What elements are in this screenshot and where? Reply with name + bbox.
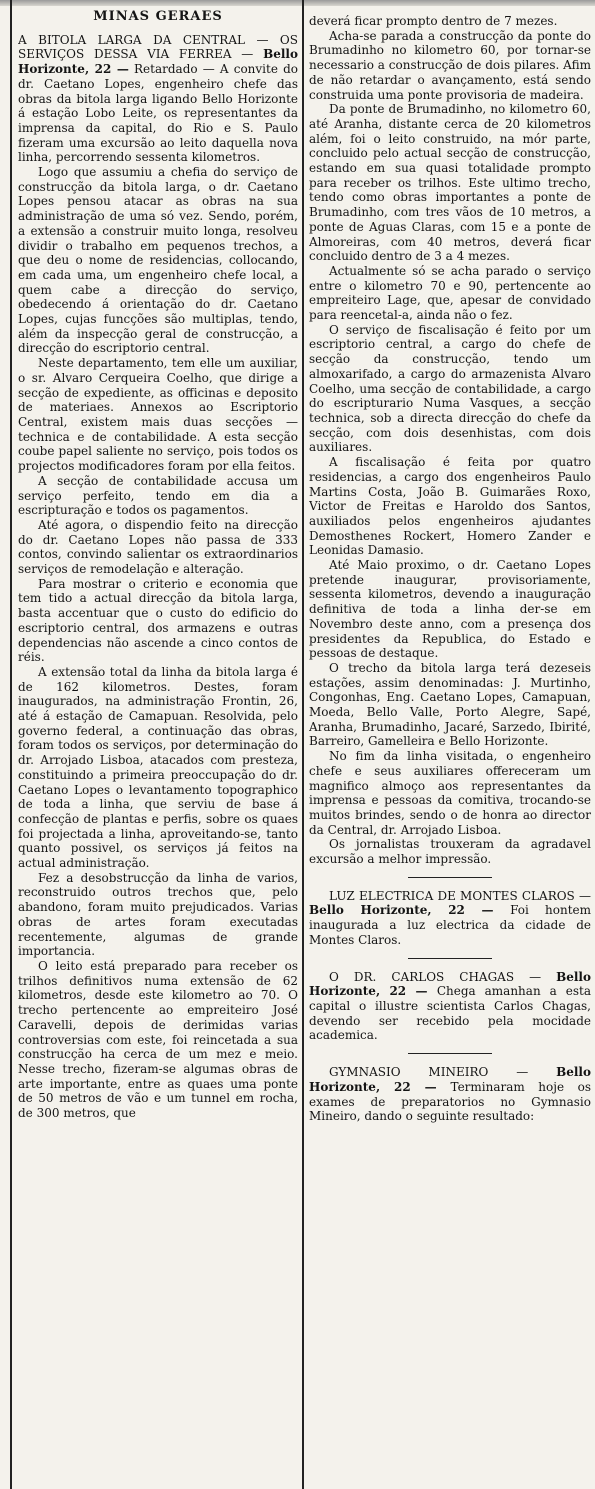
article-paragraph: Até Maio proximo, o dr. Caetano Lopes pretende inaugurar, provisoriamente, sessenta kilometros, devendo a inauguração definitiva de toda a linha der-se em Novembro deste anno, com a presença dos presidentes da Republica, do Estado e pessoas de destaque. (309, 558, 591, 661)
article-paragraph: Para mostrar o criterio e economia que tem tido a actual direcção da bitola larga, basta accentuar que o custo do edificio do escriptorio central, dos armazens e outras dependencias não ascende a cinco contos de réis. (18, 576, 298, 665)
section-title: MINAS GERAES (93, 9, 223, 24)
article-paragraph-continued: deverá ficar prompto dentro de 7 mezes. (309, 14, 558, 28)
separator-rule (408, 1053, 492, 1054)
news-note-text: Foi hontem inaugurada a luz electrica da cidade de Montes Claros. (309, 903, 591, 947)
article-lead (18, 33, 298, 165)
column-rule-middle (302, 0, 304, 1489)
separator-rule (408, 958, 492, 959)
news-note-title: LUZ ELECTRICA DE MONTES CLAROS — (329, 888, 591, 903)
news-note-dateline: Bello Horizonte, 22 — (309, 1065, 591, 1094)
article-paragraph: Neste departamento, tem elle um auxiliar, o sr. Alvaro Cerqueira Coelho, que dirige a secção de expediente, as officinas e deposito de materiaes. Annexos ao Escriptorio Central, existem mais duas secções — technica e de contabilidade. A esta secção coube papel saliente no serviço, pois todos os projectos modificadores foram por ella feitos. (18, 356, 298, 474)
article-paragraph: A secção de contabilidade accusa um serviço perfeito, tendo em dia a escripturação e todos os pagamentos. (18, 473, 298, 518)
separator-rule (408, 877, 492, 878)
column-rule-left (10, 0, 12, 1489)
article-paragraph: O trecho da bitola larga terá dezeseis estações, assim denominadas: J. Murtinho, Congonhas, Eng. Caetano Lopes, Camapuan, Moeda, Bello Valle, Porto Alegre, Sapé, Aranha, Brumadinho, Jacaré, Sarzedo, Ibirité, Barreiro, Gamelleira e Bello Horizonte. (309, 660, 591, 749)
news-note-dateline: Bello Horizonte, 22 — (309, 903, 511, 918)
article-paragraph: O serviço de fiscalisação é feito por um escriptorio central, a cargo do chefe de secção da construcção, tendo um almoxarifado, a cargo do armazenista Alvaro Coelho, uma secção de contabilidade, a cargo do escripturario Numa Vasques, a secção technica, sob a directa direcção do chefe da secção, com dois desenhistas, com dois auxiliares. (309, 322, 591, 455)
torn-top-edge (0, 0, 595, 6)
article-paragraph: Da ponte de Brumadinho, no kilometro 60, até Aranha, distante cerca de 20 kilometros além, foi o leito construido, na mór parte, concluido pelo actual secção de construcção, estando em sua quasi totalidade prompto para receber os trilhos. Este ultimo trecho, tendo como obras importantes a ponte de Brumadinho, com tres vãos de 10 metros, a ponte de Aguas Claras, com 15 e a ponte de Almoreiras, com 40 metros, deverá ficar concluido dentro de 3 a 4 mezes. (309, 102, 591, 264)
article-headline: A BITOLA LARGA DA CENTRAL — OS SERVIÇOS DESSA VIA FERREA — (18, 32, 298, 62)
news-note-title: GYMNASIO MINEIRO — (329, 1065, 557, 1080)
right-column (309, 14, 591, 1489)
article-paragraph: A fiscalisação é feita por quatro residencias, a cargo dos engenheiros Paulo Martins Costa, João B. Guimarães Roxo, Victor de Freitas e Haroldo dos Santos, auxiliados pelos engenheiros ajudantes Demosthenes Rockert, Homero Zander e Leonidas Damasio. (309, 455, 591, 558)
article-lead-text: Retardado — A convite do dr. Caetano Lopes, engenheiro chefe das obras da bitola larga ligando Bello Horizonte á estação Lobo Leite, os representantes da imprensa da capital, do Rio e S. Paulo fizeram uma excursão ao leito daquella nova linha, percorrendo sessenta kilometros. (18, 62, 298, 165)
article-paragraph: A extensão total da linha da bitola larga é de 162 kilometros. Destes, foram inaugurados, na administração Frontin, 26, até á estação de Camapuan. Resolvida, pelo governo federal, a continuação das obras, foram todos os serviços, por determinação do dr. Arrojado Lisboa, atacados com presteza, constituindo a primeira preoccupação do dr. Caetano Lopes o levantamento topographico de toda a linha, que serviu de base á confecção de plantas e perfis, sobre os quaes foi projectada a linha, aproveitando-se, tanto quanto possivel, os serviços já feitos na actual administração. (18, 664, 298, 871)
article-paragraph: No fim da linha visitada, o engenheiro chefe e seus auxiliares offereceram um magnifico almoço aos representantes da imprensa e pessoas da comitiva, trocando-se muitos brindes, sendo o de honra ao director da Central, dr. Arrojado Lisboa. (309, 749, 591, 837)
article-paragraph: Os jornalistas trouxeram da agradavel excursão a melhor impressão. (309, 837, 591, 867)
article-paragraph: O leito está preparado para receber os trilhos definitivos numa extensão de 62 kilometros, desde este kilometro ao 70. O trecho pertencente ao empreiteiro José Caravelli, depois de derimidas varias controversias com este, foi reincetada a sua construcção ha cerca de um mez e meio. Nesse trecho, fizeram-se algumas obras de arte importante, entre as quaes uma ponte de 50 metros de vão e um tunnel em rocha, de 300 metros, que (18, 959, 298, 1121)
article-paragraph: Até agora, o dispendio feito na direcção do dr. Caetano Lopes não passa de 333 contos, convindo salientar os extraordinarios serviços de remodelação e alteração. (18, 517, 298, 577)
left-column (18, 8, 298, 1489)
article-dateline: Bello Horizonte, 22 — (18, 47, 298, 77)
article-paragraph: Acha-se parada a construcção da ponte do Brumadinho no kilometro 60, por tornar-se necessario a construcção de dois pilares. Afim de não retardar o avançamento, está sendo construida uma ponte provisoria de madeira. (309, 28, 591, 102)
news-note (309, 1065, 591, 1124)
news-note (309, 889, 591, 948)
news-note-title: O DR. CARLOS CHAGAS — (329, 969, 557, 984)
news-note (309, 970, 591, 1044)
news-note-dateline: Bello Horizonte, 22 — (309, 969, 591, 999)
news-note-text: Chega amanhan a esta capital o illustre scientista Carlos Chagas, devendo ser recebido pela mocidade academica. (309, 984, 591, 1043)
news-note-text: Terminaram hoje os exames de preparatorios no Gymnasio Mineiro, dando o seguinte resultado: (309, 1079, 591, 1124)
article-paragraph: Fez a desobstrucção da linha de varios, reconstruido outros trechos que, pelo abandono, foram muito prejudicados. Varias obras de artes foram executadas recentemente, algumas de grande importancia. (18, 870, 298, 959)
article-paragraph: Actualmente só se acha parado o serviço entre o kilometro 70 e 90, pertencente ao empreiteiro Lage, que, apesar de convidado para reencetal-a, ainda não o fez. (309, 263, 591, 323)
article-paragraph: Logo que assumiu a chefia do serviço de construcção da bitola larga, o dr. Caetano Lopes pensou atacar as obras na sua administração de uma só vez. Sendo, porém, a extensão a construir muito longa, resolveu dividir o trabalho em pequenos trechos, a que deu o nome de residencias, collocando, em cada uma, um engenheiro chefe local, a quem cabe a direcção do serviço, obedecendo á orientação do dr. Caetano Lopes, cujas funcções são multiplas, tendo, além da inspecção geral de construcção, a direcção do escriptorio central. (18, 165, 298, 356)
